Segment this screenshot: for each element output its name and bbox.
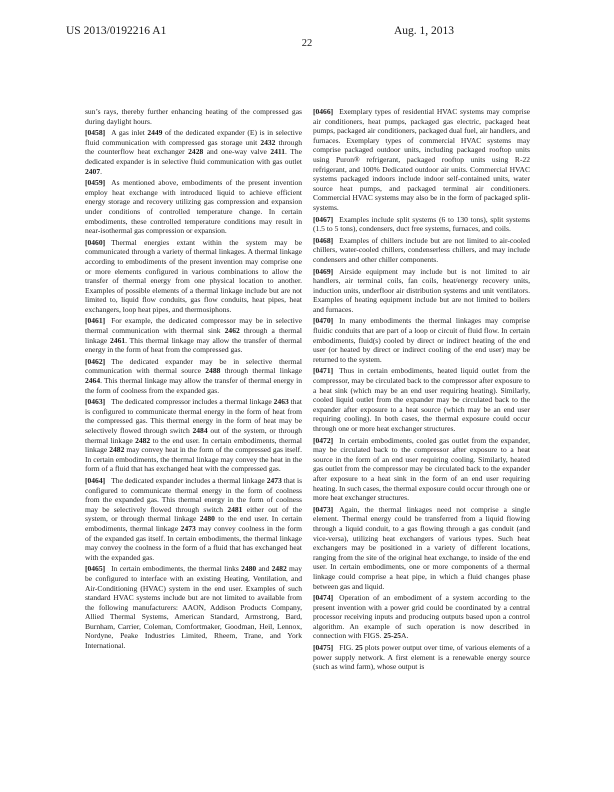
paragraph-number: [0471]: [313, 366, 334, 376]
paragraph-text: In certain embodiments, the thermal links 2480 and 2482 may be configured to interface with an existing Heating, Ventilation, and Air-Conditioning (HVAC) system in the end user. Examples of such standard HVAC systems include but are not limited to available from the following manufacturers: AAON, Addison Products Company, Allied Thermal Systems, American Standard, Armstrong, Bard, Burnham, Carrier, Coleman, Comfortmaker, Goodman, Heil, Lennox, Nordyne, Peake Industries Limited, Rheem, Trane, and York International.: [85, 564, 303, 651]
paragraph-number: [0470]: [313, 316, 334, 326]
paragraph-text: Operation of an embodiment of a system according to the present invention with a power grid could be coordinated by a central processor receiving inputs and producing outputs based upon a control algorithm. An example of such operation is now described in connection with FIGS. 25-25A.: [313, 593, 530, 641]
paragraph: [85, 107, 302, 126]
paragraph: [85, 316, 302, 354]
paragraph-text: For example, the dedicated compressor may be in selective thermal communication with thermal sink 2462 through a thermal linkage 2461. This thermal linkage may allow the transfer of thermal energy in the form of heat from the compressed gas.: [85, 316, 302, 355]
left-column: [85, 107, 302, 653]
paragraph-number: [0474]: [313, 593, 334, 603]
paragraph: [313, 643, 530, 672]
paragraph-number: [0465]: [85, 564, 106, 574]
paragraph-number: [0463]: [85, 397, 106, 407]
paragraph-text: As mentioned above, embodiments of the present invention employ heat exchange with introduced liquid to achieve efficient energy storage and recovery utilizing gas compression and expansion under conditions of controlled temperature change. In certain embodiments, these controlled temperature conditions may result in near-isothermal gas compression or expansion.: [85, 178, 302, 236]
paragraph-text: In certain embodiments, cooled gas outlet from the expander, may be circulated back to the compressor after exposure to a heat source in the form of an end user requiring cooling. Similarly, heated gas outlet from the compressor may be circulated back to the expander after exposure to a heat sink in the form of an end user requiring heating. In such cases, the thermal exposure could occur through one or more heat exchanger structures.: [313, 435, 530, 503]
right-column: [313, 107, 530, 674]
paragraph-text: Examples include split systems (6 to 130 tons), split systems (1.5 to 5 tons), condensers, duct free systems, furnaces, and coils.: [313, 214, 530, 234]
paragraph: [85, 564, 302, 650]
paragraph: [313, 107, 530, 213]
page-number: 22: [301, 38, 313, 49]
paragraph: [85, 397, 302, 474]
paragraph-number: [0460]: [85, 237, 106, 247]
publication-date: Aug. 1, 2013: [394, 25, 455, 37]
paragraph-text: FIG. 25 plots power output over time, of various elements of a power supply network. A first element is a renewable energy source (such as wind farm), whose output is: [313, 643, 530, 672]
paragraph-number: [0469]: [313, 266, 334, 276]
paragraph-number: [0475]: [313, 643, 334, 653]
paragraph-text: Thus in certain embodiments, heated liquid outlet from the compressor, may be circulated back to the compressor after exposure to a heat sink (which may be an end user requiring heating). Similarly, cooled liquid outlet from the expander may be circulated back to the expander after exposure to a heat source (which may be an end user requiring cooling). In both cases, the thermal exposure could occur through one or more heat exchanger structures.: [313, 366, 530, 433]
paragraph-number: [0458]: [85, 128, 106, 138]
paragraph: [313, 316, 530, 364]
paragraph-text: A gas inlet 2449 of the dedicated expander (E) is in selective fluid communication with compressed gas storage unit 2432 through the counterflow heat exchanger 2428 and one-way valve 2411. The dedicated expander is in selective fluid communication with gas outlet 2407.: [85, 128, 303, 176]
paragraph: [313, 366, 530, 433]
paragraph-text: The dedicated compressor includes a thermal linkage 2463 that is configured to communicate thermal energy in the form of heat from the compressed gas. This thermal energy in the form of heat may be selectively flowed through switch 2484 out of the system, or through thermal linkage 2482 to the end user. In certain embodiments, thermal linkage 2482 may convey heat in the form of the compressed gas itself. In certain embodiments, the thermal linkage may convey the heat in the form of a fluid that has exchanged heat with the compressed gas.: [85, 397, 302, 474]
paragraph-number: [0464]: [85, 475, 106, 485]
paragraph: [313, 436, 530, 503]
paragraph: [313, 236, 530, 265]
paragraph: [85, 178, 302, 236]
paragraph-text: Airside equipment may include but is not limited to air handlers, air terminal coils, fan coils, heat/energy recovery units, induction units, underfloor air distribution systems and unit ventilators. Examples of heating equipment include but are not limited to boilers and furnaces.: [313, 266, 530, 314]
paragraph-text: The dedicated expander includes a thermal linkage 2473 that is configured to communicate thermal energy in the form of coolness from the expanded gas. This thermal energy in the form of coolness may be selectively flowed through switch 2481 either out of the system, or through thermal linkage 2480 to the end user. In certain embodiments, thermal linkage 2473 may convey coolness in the form of the expanded gas itself. In certain embodiments, the thermal linkage may convey the coolness in the form of a fluid that has exchanged heat with the expanded gas.: [85, 475, 303, 562]
paragraph: [313, 593, 530, 641]
paragraph-number: [0473]: [313, 504, 334, 514]
paragraph-number: [0459]: [85, 178, 106, 188]
paragraph-number: [0472]: [313, 435, 334, 445]
paragraph: [313, 267, 530, 315]
paragraph-number: [0466]: [313, 107, 334, 116]
paragraph-text: In many embodiments the thermal linkages may comprise fluidic conduits that are part of a loop or circuit of fluid flow. In certain embodiments, fluid(s) cooled by direct or indirect heating of the end user (or heated by direct or indirect cooling of the end user) may be returned to the system.: [313, 316, 530, 364]
paragraph-number: [0467]: [313, 214, 334, 224]
paragraph-number: [0468]: [313, 235, 334, 245]
paragraph: [85, 476, 302, 562]
paragraph: [85, 238, 302, 315]
paragraph-number: [0462]: [85, 356, 106, 366]
publication-number: US 2013/0192216 A1: [66, 25, 167, 37]
paragraph: [313, 215, 530, 234]
paragraph-text: Exemplary types of residential HVAC systems may comprise air conditioners, heat pumps, packaged gas electric, packaged heat pumps, packaged air conditioners, packaged dual fuel, air handlers, and furnaces. Exemplary types of commercial HVAC systems may comprise packaged outdoor units, including packaged rooftop units using Puron® refrigerant, packaged rooftop units using R-22 refrigerant, and 100% Dedicated outdoor air units. Commercial HVAC systems packaged indoors include indoor self-contained units, water source heat pumps, and packaged terminal air conditioners. Commercial HVAC systems may also be in the form of packaged split-systems.: [313, 107, 530, 212]
paragraph-number: [0461]: [85, 316, 106, 326]
paragraph: [85, 128, 302, 176]
paragraph-text: The dedicated expander may be in selective thermal communication with thermal source 2488 through thermal linkage 2464. This thermal linkage may allow the transfer of thermal energy in the form of coolness from the expanded gas.: [85, 356, 302, 395]
paragraph-text: sun’s rays, thereby further enhancing heating of the compressed gas during daylight hours.: [85, 107, 302, 126]
paragraph: [313, 505, 530, 591]
paragraph: [85, 357, 302, 395]
paragraph-text: Again, the thermal linkages need not comprise a single element. Thermal energy could be transferred from a liquid flowing through a liquid conduit, to a gas flowing through a gas conduit (and vice-versa), utilizing heat exchangers of various types. Such heat exchangers may be positioned in a variety of different locations, ranging from the site of the original heat exchange, to inside of the end user. In certain embodiments, one or more components of a thermal linkage could comprise a heat pipe, in which a fluid changes phase between gas and liquid.: [313, 504, 530, 591]
paragraph-text: Thermal energies extant within the system may be communicated through a variety of thermal linkages. A thermal linkage according to embodiments of the present invention may comprise one or more elements configured in various combinations to allow the transfer of thermal energy from one physical location to another. Examples of possible elements of a thermal linkage include but are not limited to, liquid flow conduits, gas flow conduits, heat pipes, heat exchangers, loop heat pipes, and thermosiphons.: [85, 237, 302, 314]
paragraph-text: Examples of chillers include but are not limited to air-cooled chillers, water-cooled chillers, condenserless chillers, and may include condensers and other chiller components.: [313, 235, 530, 264]
